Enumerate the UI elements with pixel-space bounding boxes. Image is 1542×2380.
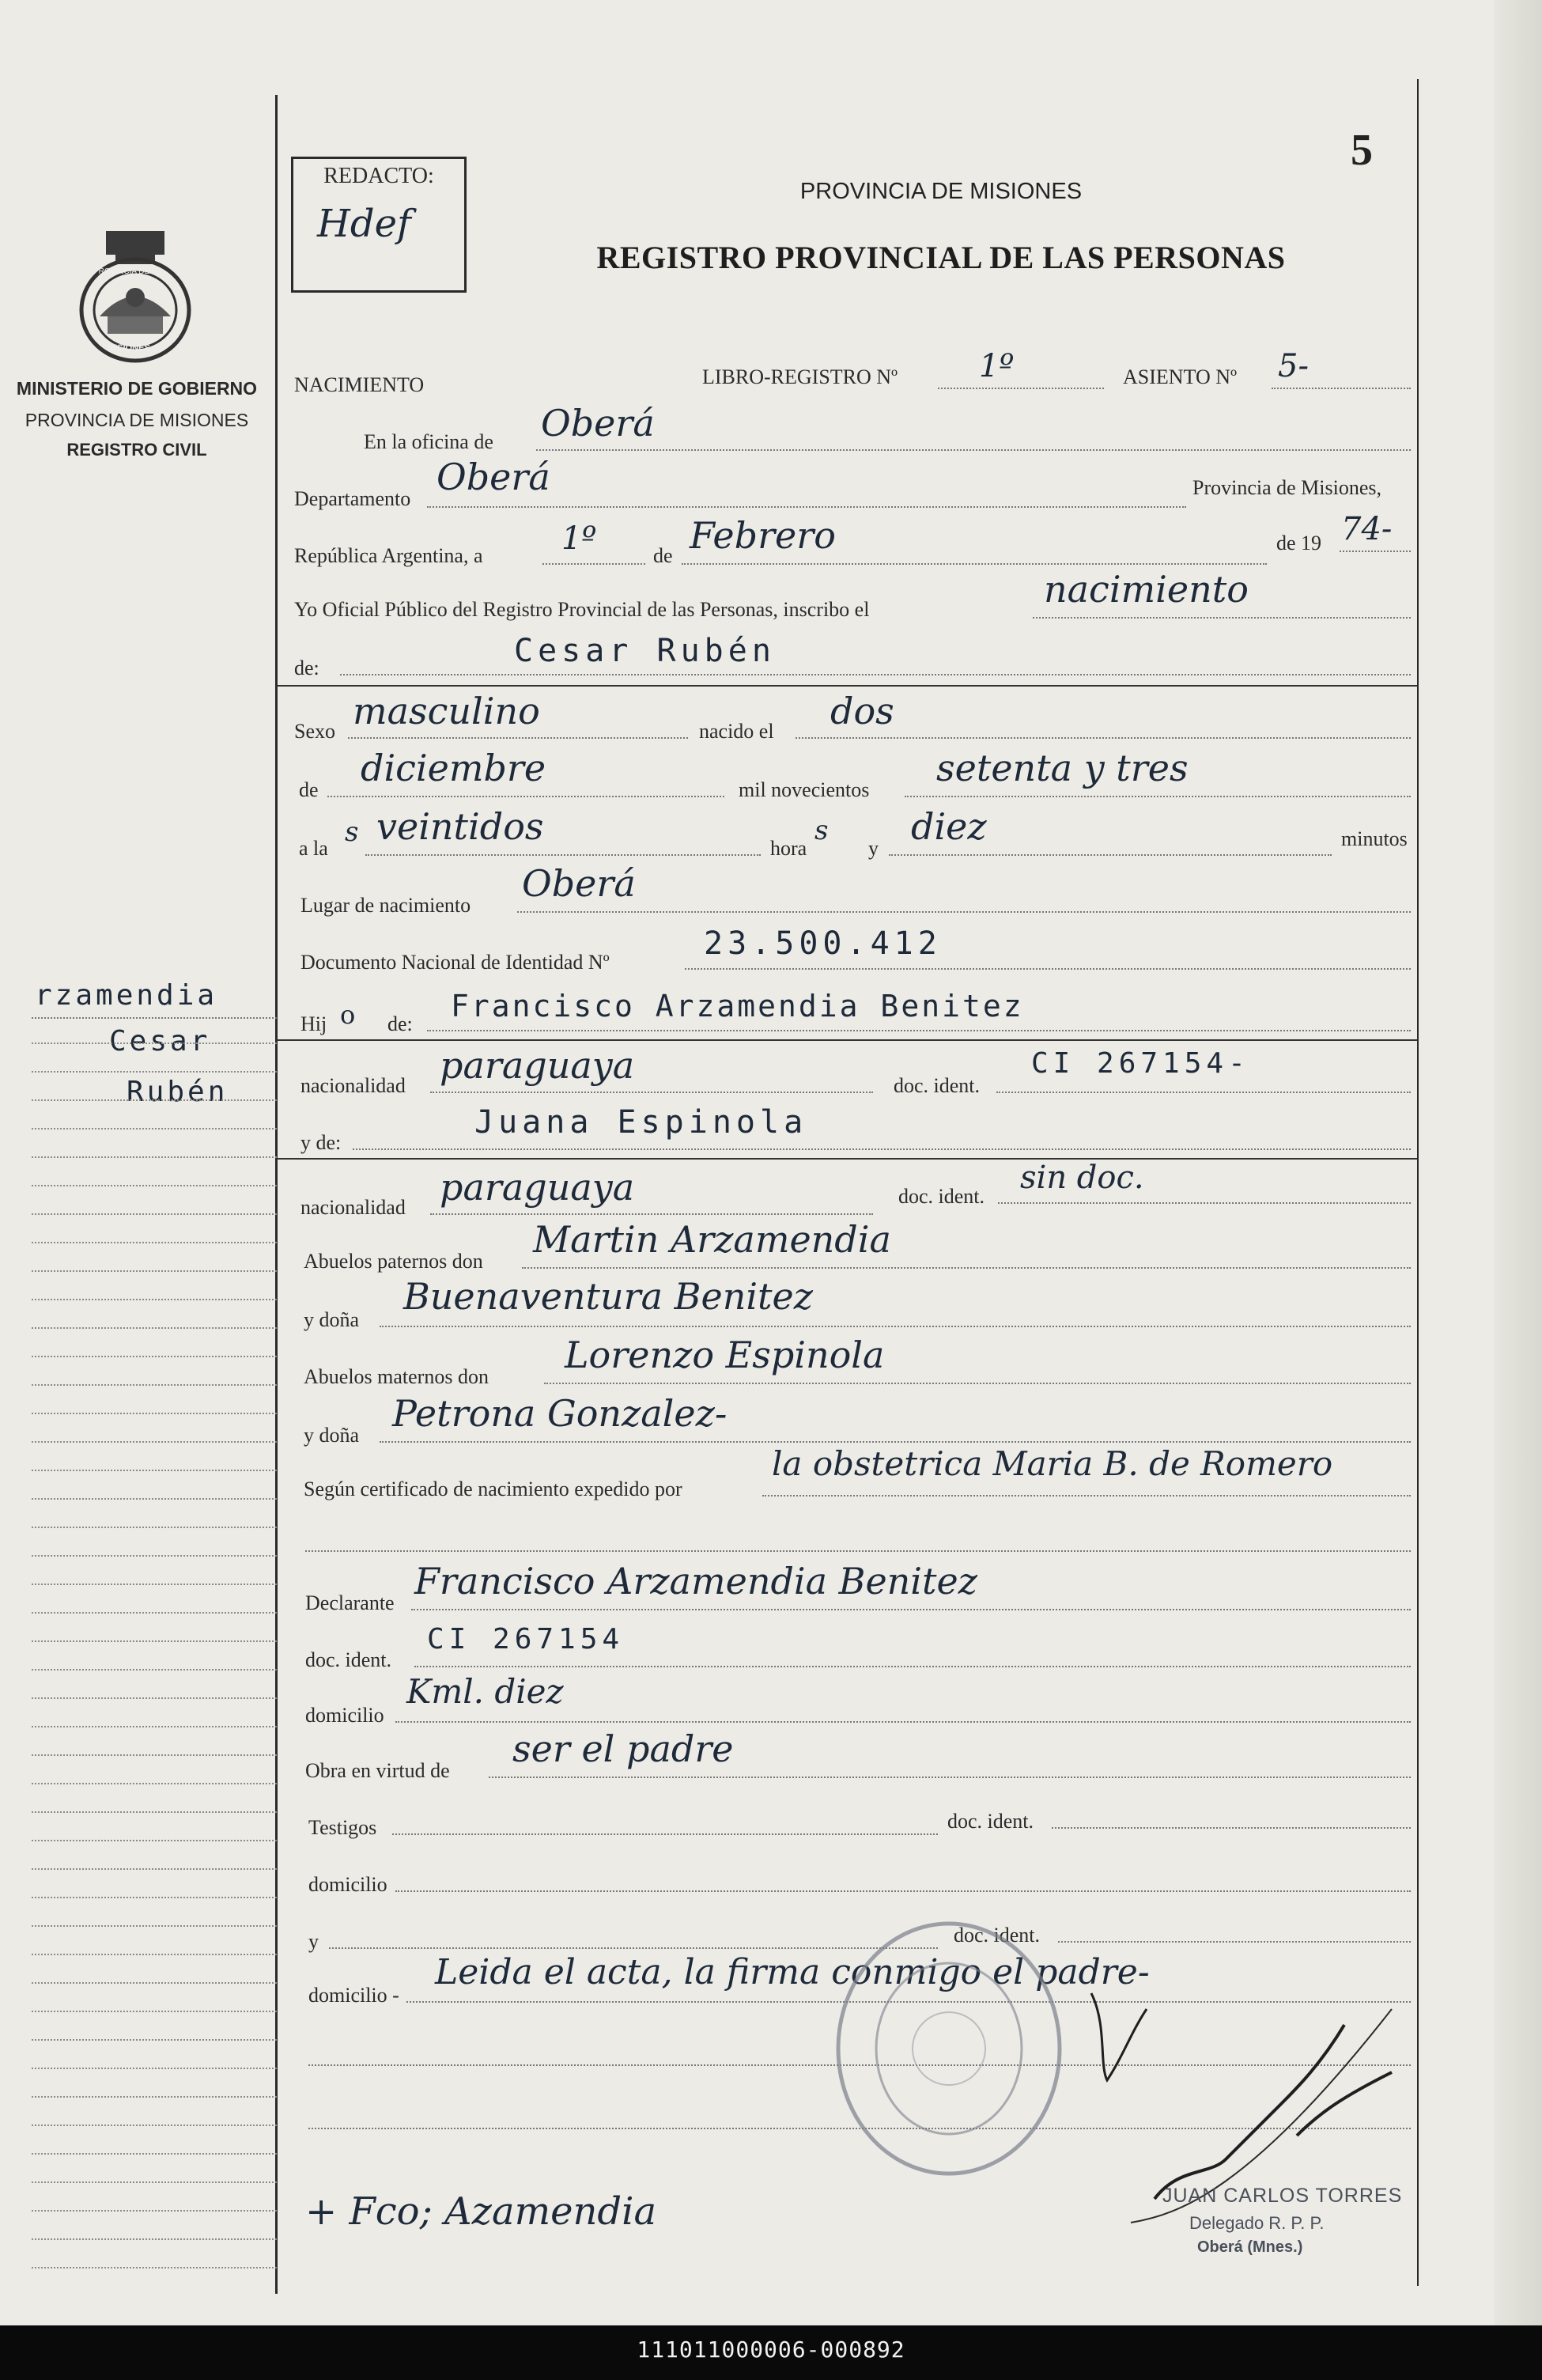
margin-dotted-line xyxy=(32,1897,277,1898)
anio-prefix: de 19 xyxy=(1276,532,1322,554)
asiento-label: ASIENTO Nº xyxy=(1123,365,1238,388)
republica-label: República Argentina, a xyxy=(294,544,483,567)
y2-doc-label: doc. ident. xyxy=(954,1924,1041,1947)
seal-ring-top: PROVINCIA DE xyxy=(93,267,150,276)
margin-dotted-line xyxy=(32,2125,277,2126)
rule-padre xyxy=(277,1039,1417,1041)
margin-dotted-line xyxy=(32,1726,277,1727)
abmat-label: Abuelos maternos don xyxy=(304,1365,489,1388)
margin-dotted-line xyxy=(32,1669,277,1671)
redacto-label: REDACTO: xyxy=(323,164,434,188)
redacto-box xyxy=(291,157,467,293)
page-number: 5 xyxy=(1351,126,1373,175)
firma-value: + Fco; Azamendia xyxy=(305,2189,657,2234)
hora-value: veintidos xyxy=(376,805,544,848)
minutos-label: minutos xyxy=(1341,827,1408,850)
margin-rule-left xyxy=(275,95,278,2294)
oficina-value: Oberá xyxy=(541,402,655,445)
doc2-label: doc. ident. xyxy=(898,1185,985,1208)
oficina-label: En la oficina de xyxy=(364,430,493,453)
dni-label: Documento Nacional de Identidad Nº xyxy=(300,951,610,974)
margin-dotted-line xyxy=(32,1071,277,1073)
abmat-dona-value: Petrona Gonzalez- xyxy=(392,1392,728,1435)
mes-value: Febrero xyxy=(690,514,836,557)
rule-madre xyxy=(277,1158,1417,1160)
margin-dotted-line xyxy=(32,2210,277,2212)
header-province: PROVINCIA DE MISIONES xyxy=(799,179,1083,204)
margin-dotted-line xyxy=(32,1840,277,1841)
seal-ring-bottom: MISIONES xyxy=(108,343,150,353)
margin-dotted-line xyxy=(32,1270,277,1272)
round-stamp xyxy=(830,1914,1068,2183)
departamento-value: Oberá xyxy=(437,456,550,498)
margin-dotted-line xyxy=(32,1042,277,1044)
margin-dotted-line xyxy=(32,1384,277,1386)
obra-value: ser el padre xyxy=(512,1727,734,1770)
ydona1-label: y doña xyxy=(304,1308,360,1331)
hijo-label: Hij xyxy=(300,1012,327,1035)
round-stamp-icon xyxy=(830,1914,1068,2183)
margin-dotted-line xyxy=(32,1213,277,1215)
margin-note-name1: Cesar xyxy=(109,1025,211,1058)
hora-label: hora xyxy=(770,837,807,860)
minutos-value: diez xyxy=(911,805,987,848)
certificado-label: Según certificado de nacimiento expedido por xyxy=(304,1478,682,1500)
inscribo-value: nacimiento xyxy=(1044,568,1249,611)
certificado-value: la obstetrica Maria B. de Romero xyxy=(772,1444,1333,1483)
margin-dotted-line xyxy=(32,1754,277,1756)
lugar-value: Oberá xyxy=(522,862,636,905)
anio-nac-value: setenta y tres xyxy=(936,747,1189,789)
declarante-label: Declarante xyxy=(305,1591,395,1614)
margin-dotted-line xyxy=(32,1413,277,1414)
domicilio2-label: domicilio xyxy=(308,1873,387,1896)
margin-dotted-line xyxy=(32,1242,277,1243)
margin-dotted-line xyxy=(32,1185,277,1186)
declarante-value: Francisco Arzamendia Benitez xyxy=(414,1560,977,1602)
nac2-value: paraguaya xyxy=(440,1166,635,1209)
ministry-line3: REGISTRO CIVIL xyxy=(66,440,207,460)
margin-dotted-line xyxy=(32,1498,277,1500)
alas-label: a la xyxy=(299,837,328,860)
ministry-line1: MINISTERIO DE GOBIERNO xyxy=(16,378,258,399)
oficial-label: Yo Oficial Público del Registro Provincial de las Personas, inscribo el xyxy=(294,598,870,621)
padre-value: Francisco Arzamendia Benitez xyxy=(451,989,1024,1024)
margin-dotted-line xyxy=(32,1099,277,1101)
scan-code: 111011000006-000892 xyxy=(637,2336,905,2363)
margin-dotted-line xyxy=(32,1584,277,1585)
domicilio-value: Kml. diez xyxy=(406,1672,564,1711)
redacto-initials: Hdef xyxy=(317,202,411,246)
margin-dotted-line xyxy=(32,1697,277,1699)
margin-dotted-line xyxy=(32,1925,277,1927)
de-label: de xyxy=(653,544,673,567)
nombre-value: Cesar Rubén xyxy=(514,633,776,669)
margin-rule-right xyxy=(1417,79,1419,2286)
abpat-value: Martin Arzamendia xyxy=(533,1218,891,1261)
departamento-label: Departamento xyxy=(294,487,411,510)
ministry-line2: PROVINCIA DE MISIONES xyxy=(25,410,249,430)
doc1-label: doc. ident. xyxy=(894,1074,981,1097)
margin-dotted-line xyxy=(32,1527,277,1528)
y-label: y xyxy=(868,837,879,860)
doc1-value: CI 267154- xyxy=(1031,1047,1250,1080)
dia-value: 1º xyxy=(561,520,597,557)
provincia-label: Provincia de Misiones, xyxy=(1192,476,1382,499)
docid-label: doc. ident. xyxy=(305,1648,392,1671)
margin-dotted-line xyxy=(32,1868,277,1870)
page-edge xyxy=(1495,0,1542,2325)
alas-suffix: s xyxy=(345,816,359,848)
hijo-suffix: o xyxy=(340,1000,356,1030)
y2-label: y xyxy=(308,1930,319,1953)
asiento-value: 5- xyxy=(1278,348,1309,384)
header-title: REGISTRO PROVINCIAL DE LAS PERSONAS xyxy=(596,240,1286,275)
margin-note-rule xyxy=(32,1017,277,1019)
margin-dotted-line xyxy=(32,1441,277,1443)
margin-dotted-line xyxy=(32,2039,277,2041)
margin-dotted-line xyxy=(32,1356,277,1357)
mes-nac-value: diciembre xyxy=(361,747,546,789)
rule-nombre xyxy=(277,685,1417,687)
margin-dotted-line xyxy=(32,1470,277,1471)
margin-note-name2: Rubén xyxy=(127,1076,229,1108)
nac1-label: nacionalidad xyxy=(300,1074,406,1097)
nacido-value: dos xyxy=(830,690,894,732)
ministry-seal xyxy=(76,229,195,364)
lugar-label: Lugar de nacimiento xyxy=(300,894,471,917)
obra-label: Obra en virtud de xyxy=(305,1759,450,1782)
libro-value: 1º xyxy=(979,348,1015,384)
nac2-label: nacionalidad xyxy=(300,1196,406,1219)
abmat-value: Lorenzo Espinola xyxy=(565,1334,885,1376)
sexo-label: Sexo xyxy=(294,720,335,743)
margin-dotted-line xyxy=(32,2011,277,2012)
hora-suffix: s xyxy=(814,815,829,846)
margin-dotted-line xyxy=(32,1982,277,1984)
margin-dotted-line xyxy=(32,1156,277,1158)
stamp-name: JUAN CARLOS TORRES xyxy=(1162,2185,1403,2207)
margin-dotted-line xyxy=(32,1327,277,1329)
margin-dotted-line xyxy=(32,1612,277,1614)
margin-dotted-line xyxy=(32,2181,277,2183)
domicilio-label: domicilio xyxy=(305,1704,384,1727)
de-nombre-label: de: xyxy=(294,656,319,679)
margin-dotted-line xyxy=(32,2238,277,2240)
anio-value: 74- xyxy=(1341,511,1393,547)
libro-label: LIBRO-REGISTRO Nº xyxy=(702,365,898,388)
testigos-label: Testigos xyxy=(308,1816,377,1839)
margin-dotted-line xyxy=(32,1299,277,1300)
nacimiento-label: NACIMIENTO xyxy=(294,373,425,396)
margin-dotted-line xyxy=(32,1640,277,1642)
testigos-doc-label: doc. ident. xyxy=(947,1810,1034,1833)
margin-dotted-line xyxy=(32,2068,277,2069)
yde-label: y de: xyxy=(300,1131,342,1154)
leida-value: Leida el acta, la firma conmigo el padre- xyxy=(435,1952,1150,1992)
stamp-location: Oberá (Mnes.) xyxy=(1197,2238,1303,2256)
margin-dotted-line xyxy=(32,1128,277,1129)
abpat-dona-value: Buenaventura Benitez xyxy=(403,1275,813,1318)
nac1-value: paraguaya xyxy=(440,1044,635,1087)
madre-value: Juana Espinola xyxy=(474,1104,808,1141)
margin-dotted-line xyxy=(32,2096,277,2098)
dni-value: 23.500.412 xyxy=(704,925,942,962)
de2-label: de xyxy=(299,778,319,801)
sexo-value: masculino xyxy=(353,690,540,732)
margin-note-surname: rzamendia xyxy=(35,979,218,1012)
ydona2-label: y doña xyxy=(304,1424,360,1447)
margin-dotted-line xyxy=(32,2153,277,2155)
abpat-label: Abuelos paternos don xyxy=(304,1250,483,1273)
domicilio3-label: domicilio - xyxy=(308,1984,399,2007)
nacido-label: nacido el xyxy=(699,720,774,743)
docid-value: CI 267154 xyxy=(427,1623,625,1655)
stamp-title: Delegado R. P. P. xyxy=(1189,2213,1325,2233)
doc2-value: sin doc. xyxy=(1020,1160,1144,1196)
margin-dotted-line xyxy=(32,1783,277,1784)
mil-label: mil novecientos xyxy=(739,778,870,801)
hijo-de-label: de: xyxy=(387,1012,413,1035)
margin-dotted-line xyxy=(32,1954,277,1955)
margin-dotted-line xyxy=(32,1811,277,1813)
margin-dotted-line xyxy=(32,2267,277,2268)
margin-dotted-line xyxy=(32,1555,277,1557)
scan-footer xyxy=(0,2325,1542,2380)
